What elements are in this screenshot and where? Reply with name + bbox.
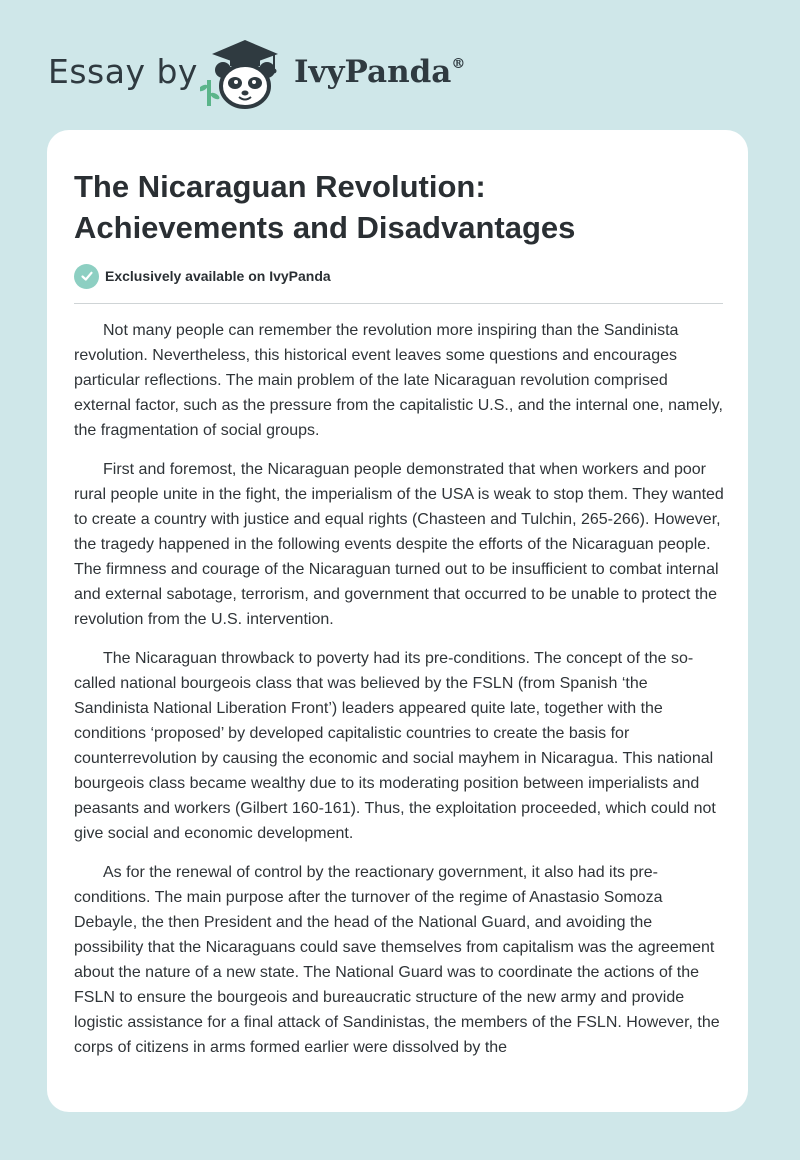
title-line-2: Achievements and Disadvantages (74, 210, 576, 245)
essay-by-label: Essay by (48, 52, 198, 91)
paragraph: Not many people can remember the revolution more inspiring than the Sandinista revolution. Nevertheless, this historical event leaves some questions and encourages particular reflections. The main problem of the late Nicaraguan revolution comprised external factor, such as the pressure from the capitalistic U.S., and the internal one, namely, the fragmentation of social groups. (74, 322, 723, 439)
panda-logo-icon[interactable] (200, 36, 290, 110)
page-title (74, 166, 724, 248)
essay-card (47, 130, 748, 1112)
brand-name[interactable] (294, 54, 465, 90)
site-header (0, 0, 800, 130)
badge-label: Exclusively available on IvyPanda (105, 268, 331, 284)
paragraph: The Nicaraguan throwback to poverty had its pre-conditions. The concept of the so-called national bourgeois class that was believed by the FSLN (from Spanish ‘the Sandinista National Liberation Front’) leaders appeared quite late, together with the conditions ‘proposed’ by developed capitalistic countries to create the basis for counterrevolution by causing the economic and social mayhem in Nicaragua. This national bourgeois class became wealthy due to its moderating position between imperialists and peasants and workers (Gilbert 160-161). Thus, the exploitation proceeded, which could not give social and economic development. (74, 650, 716, 842)
divider (74, 303, 723, 304)
paragraph: First and foremost, the Nicaraguan people demonstrated that when workers and poor rural people unite in the fight, the imperialism of the USA is weak to stop them. They wanted to create a country with justice and equal rights (Chasteen and Tulchin, 265-266). However, the tragedy happened in the following events despite the efforts of the Nicaraguan people. The firmness and courage of the Nicaraguan turned out to be insufficient to combat internal and external sabotage, terrorism, and government that occurred to be unable to protect the revolution from the U.S. intervention. (74, 461, 724, 628)
check-icon (74, 264, 99, 289)
brand-label: IvyPanda (294, 54, 452, 90)
essay-body (74, 318, 724, 1074)
exclusive-badge (74, 263, 331, 289)
registered-mark: ® (451, 56, 466, 72)
paragraph: As for the renewal of control by the reactionary government, it also had its pre-conditions. The main purpose after the turnover of the regime of Anastasio Somoza Debayle, the then President and the head of the National Guard, and avoiding the possibility that the Nicaraguans could save themselves from capitalism was the agreement about the nature of a new state. The National Guard was to coordinate the actions of the FSLN to ensure the bourgeois and bureaucratic structure of the new army and provide logistic assistance for a final attack of Sandinistas, the members of the FSLN. However, the corps of citizens in arms formed earlier were dissolved by the (74, 864, 720, 1056)
title-line-1: The Nicaraguan Revolution: (74, 169, 486, 204)
